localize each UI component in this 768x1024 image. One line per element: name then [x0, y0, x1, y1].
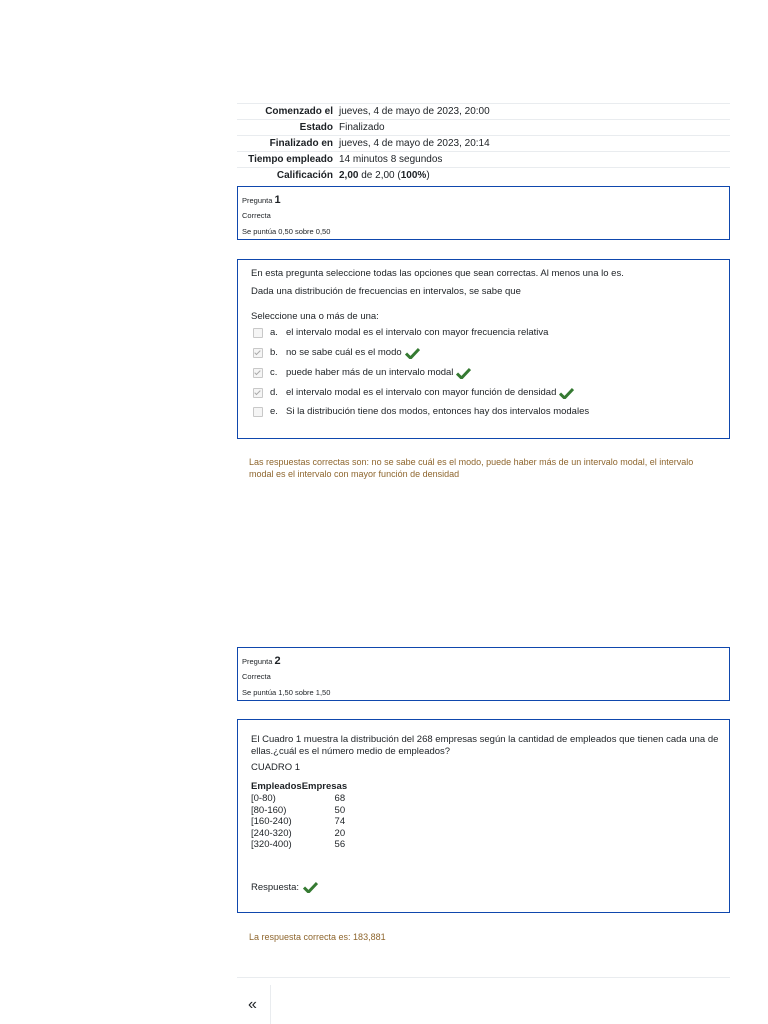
question-label: Pregunta	[242, 196, 273, 205]
option-text: puede haber más de un intervalo modal	[286, 367, 454, 378]
question-state: Correcta	[242, 672, 271, 681]
divider	[237, 977, 730, 978]
question-2-feedback: La respuesta correcta es: 183,881	[249, 932, 386, 942]
option-checkbox[interactable]	[253, 328, 263, 338]
count-cell: 50	[334, 804, 346, 816]
summary-value: 14 minutos 8 segundos	[339, 152, 730, 168]
answer-row	[251, 881, 318, 893]
option-letter: b.	[270, 347, 278, 358]
question-stem: Dada una distribución de frecuencias en intervalos, se sabe que	[251, 286, 521, 297]
question-intro: En esta pregunta seleccione todas las opciones que sean correctas. Al menos una lo es.	[251, 268, 624, 279]
summary-label: Estado	[237, 120, 339, 136]
question-2-content	[237, 719, 730, 913]
option-e[interactable]	[253, 405, 589, 419]
question-text: El Cuadro 1 muestra la distribución del 268 empresas según la cantidad de empleados que tienen cada una de ellas.¿cuál es el número medio de empleados?	[251, 734, 719, 757]
answer-label: Respuesta:	[251, 881, 300, 893]
option-d[interactable]	[253, 386, 574, 400]
option-letter: e.	[270, 406, 278, 417]
summary-row	[237, 136, 730, 152]
question-label: Pregunta	[242, 657, 273, 666]
option-text: Si la distribución tiene dos modos, entonces hay dos intervalos modales	[286, 406, 590, 417]
summary-value: jueves, 4 de mayo de 2023, 20:00	[339, 104, 730, 120]
summary-label: Comenzado el	[237, 104, 339, 120]
table-row	[251, 816, 347, 828]
check-icon	[456, 367, 471, 379]
option-letter: c.	[270, 367, 278, 378]
count-cell: 56	[334, 839, 346, 850]
grade-value	[339, 168, 730, 184]
option-a[interactable]	[253, 326, 548, 340]
count-cell: 74	[334, 816, 346, 827]
attempt-summary-table	[237, 103, 730, 183]
summary-value: jueves, 4 de mayo de 2023, 20:14	[339, 136, 730, 152]
question-state: Correcta	[242, 211, 271, 220]
column-header-empleados: Empleados	[251, 781, 302, 792]
question-score: Se puntúa 1,50 sobre 1,50	[242, 688, 331, 697]
option-text: el intervalo modal es el intervalo con mayor frecuencia relativa	[286, 327, 549, 338]
grade-percent: 100%	[400, 170, 427, 181]
option-text: no se sabe cuál es el modo	[286, 347, 402, 358]
question-2-info	[237, 647, 730, 701]
option-b[interactable]	[253, 346, 420, 360]
option-text: el intervalo modal es el intervalo con mayor función de densidad	[286, 387, 557, 398]
count-cell: 68	[334, 793, 346, 804]
grade-score: 2,00	[339, 170, 359, 181]
summary-row	[237, 152, 730, 168]
grade-max: de 2,00 (	[358, 170, 401, 181]
question-1-info	[237, 186, 730, 240]
grade-close: )	[426, 170, 430, 181]
summary-label: Finalizado en	[237, 136, 339, 152]
summary-value: Finalizado	[339, 120, 730, 136]
table-title: CUADRO 1	[251, 762, 301, 773]
check-icon	[405, 347, 420, 359]
check-icon	[559, 387, 574, 399]
summary-label: Calificación	[237, 168, 339, 184]
column-header-empresas: Empresas	[301, 781, 348, 792]
divider	[270, 985, 271, 1024]
question-1-content	[237, 259, 730, 439]
interval-cell: [320-400)	[251, 839, 292, 850]
summary-row	[237, 168, 730, 184]
summary-row	[237, 120, 730, 136]
double-chevron-left-icon[interactable]: «	[248, 996, 257, 1013]
table-row	[251, 805, 347, 817]
table-row	[251, 839, 347, 851]
question-1-feedback: Las respuestas correctas son: no se sabe cuál es el modo, puede haber más de un intervalo modal, el intervalo modal es el intervalo con mayor función de densidad	[249, 457, 694, 479]
table-header-row	[251, 780, 347, 793]
question-score: Se puntúa 0,50 sobre 0,50	[242, 227, 331, 236]
summary-label: Tiempo empleado	[237, 152, 339, 168]
interval-cell: [0-80)	[251, 793, 276, 804]
question-number: 2	[274, 655, 281, 667]
question-number: 1	[274, 194, 281, 206]
employees-table	[251, 780, 347, 851]
option-checkbox[interactable]	[253, 348, 263, 358]
summary-row	[237, 104, 730, 120]
option-checkbox[interactable]	[253, 407, 263, 417]
interval-cell: [160-240)	[251, 816, 292, 827]
interval-cell: [80-160)	[251, 804, 287, 816]
interval-cell: [240-320)	[251, 827, 292, 839]
option-checkbox[interactable]	[253, 368, 263, 378]
option-letter: a.	[270, 327, 278, 338]
option-letter: d.	[270, 387, 278, 398]
count-cell: 20	[334, 827, 346, 839]
table-row	[251, 828, 347, 840]
option-c[interactable]	[253, 366, 471, 380]
answer-prompt: Seleccione una o más de una:	[251, 311, 379, 322]
check-icon	[303, 881, 318, 893]
table-row	[251, 793, 347, 805]
option-checkbox[interactable]	[253, 388, 263, 398]
